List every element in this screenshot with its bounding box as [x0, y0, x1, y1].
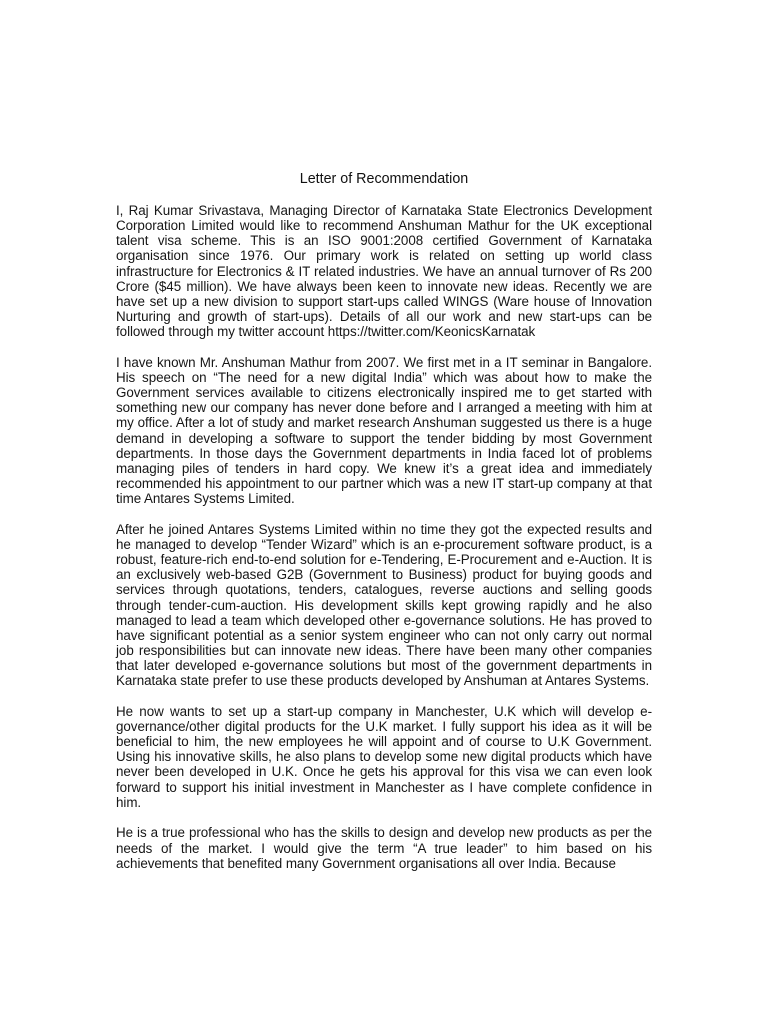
letter-body — [116, 203, 652, 886]
paragraph-achievements: After he joined Antares Systems Limited within no time they got the expected results and he managed to develop “Tender Wizard” which is an e-procurement software product, is a robust, feature-rich end-to-end solution for e-Tendering, E-Procurement and e-Auction. It is an exclusively web-based G2B (Government to Business) product for buying goods and services through quotations, tenders, catalogues, reverse auctions and selling goods through tender-cum-auction. His development skills kept growing rapidly and he also managed to lead a team which developed other e-governance solutions. He has proved to have significant potential as a senior system engineer who can not only carry out normal job responsibilities but can innovate new ideas. There have been many other companies that later developed e-governance solutions but most of the government departments in Karnataka state prefer to use these products developed by Anshuman at Antares Systems. — [116, 521, 652, 689]
paragraph-introduction: I, Raj Kumar Srivastava, Managing Director of Karnataka State Electronics Development Corporation Limited would like to recommend Anshuman Mathur for the UK exceptional talent visa scheme. This is an ISO 9001:2008 certified Government of Karnataka organisation since 1976. Our primary work is related on setting up world class infrastructure for Electronics & IT related industries. We have an annual turnover of Rs 200 Crore ($45 million). We have always been keen to innovate new ideas. Recently we are have set up a new division to support start-ups called WINGS (Ware house of Innovation Nurturing and growth of start-ups). Details of all our work and new start-ups can be followed through my twitter account https://twitter.com/KeonicsKarnatak — [116, 203, 652, 340]
paragraph-professional-qualities: He is a true professional who has the skills to design and develop new products as per the needs of the market. I would give the term “A true leader” to him based on his achievements that benefited many Government organisations all over India. Because — [116, 825, 652, 871]
page-title: Letter of Recommendation — [299, 171, 469, 187]
paragraph-acquaintance: I have known Mr. Anshuman Mathur from 2007. We first met in a IT seminar in Bangalore. His speech on “The need for a new digital India” which was about how to make the Government services available to citizens electronically inspired me to get started with something new our company has never done before and I arranged a meeting with him at my office. After a lot of study and market research Anshuman suggested us there is a huge demand in developing a software to support the tender bidding by most Government departments. In those days the Government departments in India faced lot of problems managing piles of tenders in hard copy. We knew it’s a great idea and immediately recommended his appointment to our partner which was a new IT start-up company at that time Antares Systems Limited. — [116, 354, 652, 507]
paragraph-future-plans: He now wants to set up a start-up company in Manchester, U.K which will develop e-governance/other digital products for the U.K market. I fully support his idea as it will be beneficial to him, the new employees he will appoint and of course to U.K Government. Using his innovative skills, he also plans to develop some new digital products which have never been developed in U.K. Once he gets his approval for this visa we can even look forward to support his initial investment in Manchester as I have complete confidence in him. — [116, 703, 652, 810]
